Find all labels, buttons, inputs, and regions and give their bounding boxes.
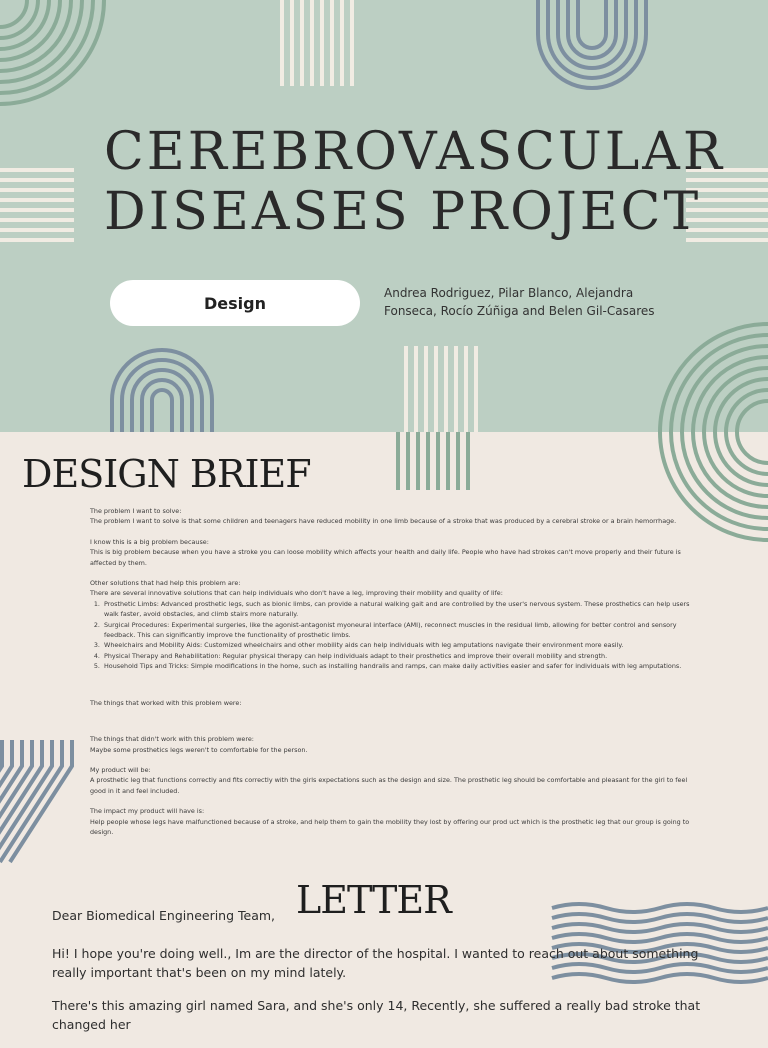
diagonal-stripes-left-decoration bbox=[0, 740, 78, 862]
concentric-arcs-bottom-right-decoration bbox=[654, 320, 768, 432]
design-pill-label: Design bbox=[110, 280, 360, 326]
page-title bbox=[104, 122, 744, 242]
title-line-2: DISEASES PROJECT bbox=[104, 182, 702, 242]
vertical-stripes-center-decoration bbox=[402, 346, 486, 432]
letter-heading: LETTER bbox=[296, 878, 451, 922]
impact-label: The impact my product will have is: bbox=[90, 807, 205, 816]
arch-bottom-left-decoration bbox=[108, 346, 240, 432]
product-label: My product will be: bbox=[90, 765, 151, 774]
list-item: 1. Prosthetic Limbs: Advanced prosthetic legs, such as bionic limbs, can provide a natural walking gait and are controlled by the user's nervous system. These prosthetics can help users walk faster, avoid obstacles, and climb stairs more naturally. bbox=[102, 599, 698, 620]
other-solutions-intro: There are several innovative solutions that can help individuals who don't have a leg, improving their mobility and quality of life: bbox=[90, 589, 503, 598]
product-text: A prosthetic leg that functions correctly and fits correctly with the girls expectations such as the design and size. The prosthetic leg should be comfortable and pleasant for the girl to feel good in it and feel included. bbox=[90, 776, 688, 795]
list-item: 4. Physical Therapy and Rehabilitation: Regular physical therapy can help individuals adapt to their prosthetics and improve their overall mobility and strength. bbox=[102, 651, 698, 661]
didnt-work-label: The things that didn't work with this problem were: bbox=[90, 735, 254, 744]
cover-section bbox=[0, 0, 768, 432]
letter-paragraph-1: Hi! I hope you're doing well., Im are the director of the hospital. I wanted to reach out about something really important that's been on my mind lately. bbox=[52, 946, 699, 980]
impact-text: Help people whose legs have malfunctioned because of a stroke, and help them to gain the mobility they lost by offering our prod uct which is the prosthetic leg that our group is going to design. bbox=[90, 817, 690, 836]
big-problem-text: This is big problem because when you have a stroke you can loose mobility which affects your health and daily life. People who have had strokes can't move properly and their future is affected by them. bbox=[90, 548, 681, 567]
concentric-arcs-top-left-decoration bbox=[0, 0, 110, 112]
problem-text: The problem I want to solve is that some children and teenagers have reduced mobility in one limb because of a stroke that was produced by a cerebral stroke or a brain hemorrhage. bbox=[90, 517, 677, 526]
list-item: 3. Wheelchairs and Mobility Aids: Customized wheelchairs and other mobility aids can help individuals with leg amputations navigate their environment more easily. bbox=[102, 640, 698, 650]
problem-label: The problem I want to solve: bbox=[90, 507, 182, 515]
letter-paragraph-2: There's this amazing girl named Sara, and she's only 14, Recently, she suffered a really bad stroke that changed her bbox=[52, 998, 701, 1032]
authors-list: Andrea Rodriguez, Pilar Blanco, Alejandra Fonseca, Rocío Zúñiga and Belen Gil-Casares bbox=[384, 286, 655, 318]
letter-body bbox=[52, 944, 718, 1048]
u-arcs-top-right-decoration bbox=[534, 0, 650, 92]
title-line-1: CEREBROVASCULAR bbox=[104, 122, 725, 182]
didnt-work-text: Maybe some prosthetics legs weren't to comfortable for the person. bbox=[90, 745, 308, 754]
design-brief-body bbox=[90, 506, 698, 837]
design-brief-heading: DESIGN BRIEF bbox=[22, 452, 311, 496]
vertical-stripes-brief-decoration bbox=[394, 432, 478, 490]
list-item: 5. Household Tips and Tricks: Simple modifications in the home, such as installing handrails and ramps, can make daily activities easier and safer for individuals with leg amputations. bbox=[102, 661, 698, 671]
big-problem-label: I know this is a big problem because: bbox=[90, 537, 209, 546]
other-solutions-label: Other solutions that had help this problem are: bbox=[90, 579, 241, 588]
letter-greeting: Dear Biomedical Engineering Team, bbox=[52, 908, 276, 923]
horizontal-stripes-left-decoration bbox=[0, 166, 74, 250]
vertical-stripes-top-decoration bbox=[278, 0, 362, 86]
list-item: 2. Surgical Procedures: Experimental surgeries, like the agonist-antagonist myoneural interface (AMI), reconnect muscles in the residual limb, allowing for better control and sensory feedback. This can significantly improve the functionality of prosthetic limbs. bbox=[102, 620, 698, 641]
worked-label: The things that worked with this problem were: bbox=[90, 698, 242, 707]
other-solutions-list bbox=[90, 599, 698, 672]
